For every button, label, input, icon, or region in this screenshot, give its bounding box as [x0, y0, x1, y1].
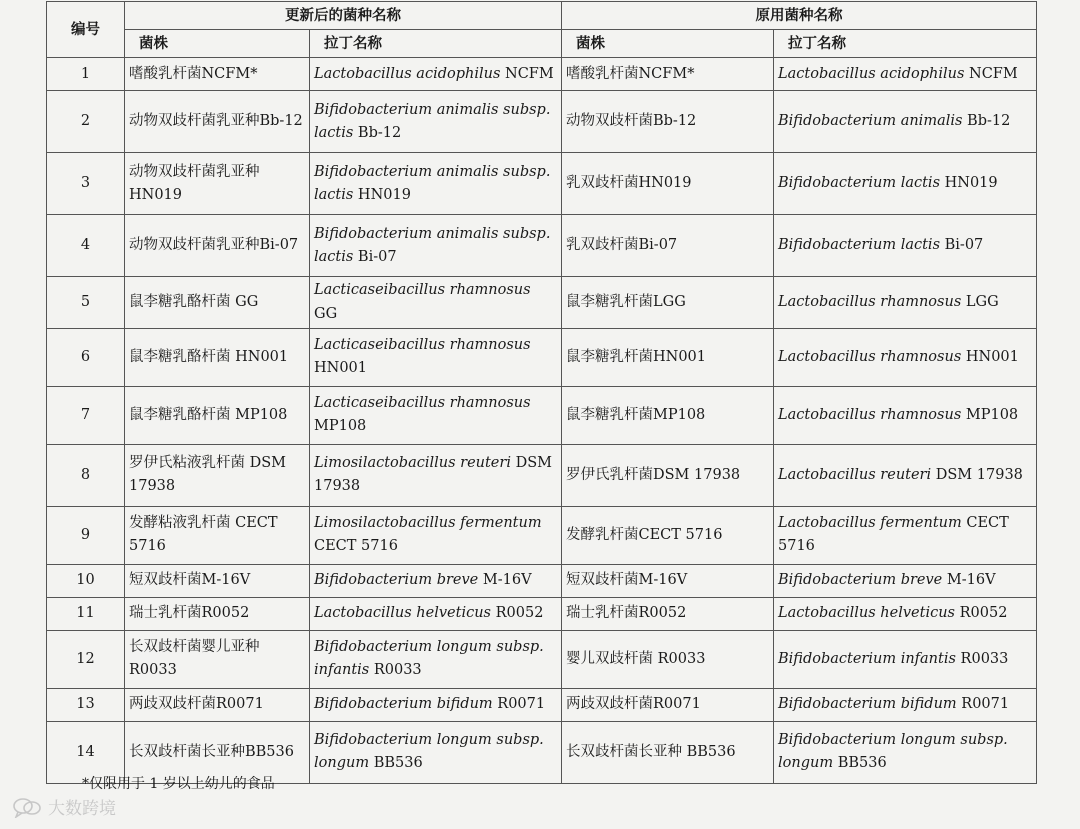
new-strain-cn: 动物双歧杆菌乳亚种HN019: [125, 153, 310, 215]
table-body: [47, 58, 1037, 783]
new-latin-name: [310, 688, 562, 721]
new-strain-cn: 罗伊氏粘液乳杆菌 DSM 17938: [125, 444, 310, 506]
old-latin-name-strain-code: NCFM: [969, 65, 1018, 82]
row-number: 13: [47, 688, 125, 721]
new-latin-name: [310, 506, 562, 564]
row-number: 14: [47, 721, 125, 783]
old-strain-cn: 乳双歧杆菌HN019: [562, 153, 774, 215]
old-latin-name-strain-code: Bi-07: [944, 237, 984, 254]
header-updated-names: 更新后的菌种名称: [125, 2, 562, 30]
new-latin-name-species: Bifidobacterium animalis subsp. lactis: [314, 101, 551, 141]
old-strain-cn: 鼠李糖乳杆菌MP108: [562, 386, 774, 444]
new-latin-name-strain-code: DSM 17938: [314, 455, 552, 495]
new-strain-cn: 短双歧杆菌M-16V: [125, 564, 310, 597]
new-latin-name: [310, 215, 562, 277]
table-row: [47, 277, 1037, 328]
old-latin-name-strain-code: M-16V: [946, 572, 996, 589]
old-latin-name-species: Lactobacillus rhamnosus: [778, 348, 962, 365]
old-latin-name-strain-code: HN019: [944, 175, 998, 192]
old-latin-name-species: Bifidobacterium lactis: [778, 237, 941, 254]
new-latin-name-species: Lactobacillus acidophilus: [314, 65, 501, 82]
new-latin-name: [310, 386, 562, 444]
new-latin-name: [310, 564, 562, 597]
header-new-latin: 拉丁名称: [310, 30, 562, 58]
table-row: [47, 215, 1037, 277]
old-latin-name-species: Bifidobacterium infantis: [778, 650, 956, 667]
old-latin-name: [774, 597, 1037, 630]
row-number: 1: [47, 58, 125, 91]
row-number: 9: [47, 506, 125, 564]
old-strain-cn: 鼠李糖乳杆菌LGG: [562, 277, 774, 328]
header-old-latin: 拉丁名称: [774, 30, 1037, 58]
header-row-top: [47, 2, 1037, 30]
old-latin-name: [774, 688, 1037, 721]
new-latin-name-species: Lacticaseibacillus rhamnosus: [314, 337, 531, 354]
new-latin-name-strain-code: R0071: [497, 696, 546, 713]
row-number: 4: [47, 215, 125, 277]
new-strain-cn: 鼠李糖乳酪杆菌 GG: [125, 277, 310, 328]
new-latin-name-species: Limosilactobacillus reuteri: [314, 455, 511, 472]
new-strain-cn: 动物双歧杆菌乳亚种Bi-07: [125, 215, 310, 277]
new-latin-name-species: Bifidobacterium longum subsp. infantis: [314, 639, 544, 679]
new-strain-cn: 发酵粘液乳杆菌 CECT 5716: [125, 506, 310, 564]
new-latin-name-strain-code: Bi-07: [357, 248, 397, 265]
old-latin-name-strain-code: MP108: [965, 406, 1019, 423]
table-row: [47, 153, 1037, 215]
old-latin-name-species: Bifidobacterium bifidum: [778, 696, 957, 713]
new-latin-name-strain-code: M-16V: [482, 572, 532, 589]
old-latin-name-strain-code: CECT 5716: [778, 515, 1009, 555]
row-number: 2: [47, 91, 125, 153]
old-strain-cn: 动物双歧杆菌Bb-12: [562, 91, 774, 153]
row-number: 10: [47, 564, 125, 597]
row-number: 11: [47, 597, 125, 630]
table-row: [47, 91, 1037, 153]
footnote: *仅限用于 1 岁以上幼儿的食品: [82, 776, 275, 792]
new-latin-name-species: Limosilactobacillus fermentum: [314, 515, 542, 532]
new-latin-name-strain-code: BB536: [373, 755, 423, 772]
old-latin-name-strain-code: R0071: [961, 696, 1010, 713]
old-strain-cn: 嗜酸乳杆菌NCFM*: [562, 58, 774, 91]
old-latin-name: [774, 153, 1037, 215]
new-strain-cn: 长双歧杆菌长亚种BB536: [125, 721, 310, 783]
new-latin-name-species: Bifidobacterium bifidum: [314, 696, 493, 713]
old-latin-name: [774, 630, 1037, 688]
chat-bubbles-icon: [12, 796, 42, 818]
new-latin-name-species: Bifidobacterium longum subsp. longum: [314, 732, 544, 772]
old-latin-name: [774, 721, 1037, 783]
new-latin-name: [310, 597, 562, 630]
new-strain-cn: 动物双歧杆菌乳亚种Bb-12: [125, 91, 310, 153]
old-latin-name: [774, 215, 1037, 277]
new-latin-name-species: Lacticaseibacillus rhamnosus: [314, 395, 531, 412]
table-row: [47, 386, 1037, 444]
old-strain-cn: 两歧双歧杆菌R0071: [562, 688, 774, 721]
watermark: [12, 794, 116, 819]
new-latin-name: [310, 721, 562, 783]
table-row: [47, 58, 1037, 91]
new-strain-cn: 两歧双歧杆菌R0071: [125, 688, 310, 721]
old-strain-cn: 鼠李糖乳杆菌HN001: [562, 328, 774, 386]
new-latin-name-species: Lacticaseibacillus rhamnosus: [314, 282, 531, 299]
new-latin-name-strain-code: CECT 5716: [314, 538, 398, 555]
header-original-names: 原用菌种名称: [562, 2, 1037, 30]
old-latin-name-species: Bifidobacterium breve: [778, 572, 943, 589]
old-latin-name-species: Lactobacillus rhamnosus: [778, 406, 962, 423]
new-strain-cn: 嗜酸乳杆菌NCFM*: [125, 58, 310, 91]
header-old-strain: 菌株: [562, 30, 774, 58]
header-new-strain: 菌株: [125, 30, 310, 58]
old-latin-name-strain-code: LGG: [965, 293, 999, 310]
new-strain-cn: 长双歧杆菌婴儿亚种R0033: [125, 630, 310, 688]
new-latin-name: [310, 328, 562, 386]
table-row: [47, 506, 1037, 564]
new-latin-name-species: Bifidobacterium animalis subsp. lactis: [314, 225, 551, 265]
old-strain-cn: 发酵乳杆菌CECT 5716: [562, 506, 774, 564]
old-latin-name-strain-code: BB536: [837, 755, 887, 772]
row-number: 6: [47, 328, 125, 386]
old-latin-name-strain-code: Bb-12: [967, 113, 1011, 130]
strain-name-table: [46, 1, 1037, 784]
table-row: [47, 564, 1037, 597]
old-latin-name-species: Lactobacillus fermentum: [778, 515, 962, 532]
new-latin-name: [310, 91, 562, 153]
old-latin-name-species: Bifidobacterium animalis: [778, 113, 963, 130]
row-number: 8: [47, 444, 125, 506]
old-latin-name-species: Lactobacillus helveticus: [778, 605, 955, 622]
old-latin-name: [774, 444, 1037, 506]
header-row-sub: [47, 30, 1037, 58]
old-strain-cn: 长双歧杆菌长亚种 BB536: [562, 721, 774, 783]
old-latin-name-strain-code: R0052: [959, 605, 1008, 622]
new-latin-name-strain-code: GG: [314, 305, 338, 322]
old-latin-name-species: Lactobacillus acidophilus: [778, 65, 965, 82]
old-latin-name: [774, 91, 1037, 153]
new-strain-cn: 鼠李糖乳酪杆菌 MP108: [125, 386, 310, 444]
row-number: 5: [47, 277, 125, 328]
old-latin-name-strain-code: HN001: [965, 348, 1019, 365]
new-latin-name: [310, 630, 562, 688]
new-latin-name: [310, 58, 562, 91]
new-latin-name-strain-code: R0052: [495, 605, 544, 622]
new-latin-name-species: Bifidobacterium animalis subsp. lactis: [314, 163, 551, 203]
new-strain-cn: 鼠李糖乳酪杆菌 HN001: [125, 328, 310, 386]
old-strain-cn: 罗伊氏乳杆菌DSM 17938: [562, 444, 774, 506]
new-latin-name-strain-code: MP108: [314, 418, 367, 435]
new-strain-cn: 瑞士乳杆菌R0052: [125, 597, 310, 630]
row-number: 3: [47, 153, 125, 215]
old-latin-name: [774, 58, 1037, 91]
watermark-text: 大数跨境: [48, 799, 116, 819]
table-row: [47, 328, 1037, 386]
old-latin-name: [774, 506, 1037, 564]
new-latin-name-strain-code: R0033: [373, 662, 422, 679]
old-latin-name-species: Lactobacillus reuteri: [778, 466, 932, 483]
table-row: [47, 597, 1037, 630]
new-latin-name-strain-code: NCFM: [505, 65, 554, 82]
old-latin-name: [774, 277, 1037, 328]
table-row: [47, 630, 1037, 688]
old-strain-cn: 婴儿双歧杆菌 R0033: [562, 630, 774, 688]
old-latin-name: [774, 564, 1037, 597]
old-strain-cn: 短双歧杆菌M-16V: [562, 564, 774, 597]
new-latin-name: [310, 444, 562, 506]
old-latin-name-species: Bifidobacterium longum subsp. longum: [778, 732, 1008, 772]
old-latin-name-strain-code: DSM 17938: [935, 466, 1023, 483]
old-latin-name: [774, 386, 1037, 444]
new-latin-name-strain-code: HN019: [357, 186, 411, 203]
old-latin-name-strain-code: R0033: [960, 650, 1009, 667]
old-latin-name: [774, 328, 1037, 386]
old-latin-name-species: Bifidobacterium lactis: [778, 175, 941, 192]
new-latin-name: [310, 153, 562, 215]
new-latin-name-species: Bifidobacterium breve: [314, 572, 479, 589]
row-number: 12: [47, 630, 125, 688]
new-latin-name-species: Lactobacillus helveticus: [314, 605, 491, 622]
new-latin-name: [310, 277, 562, 328]
old-latin-name-species: Lactobacillus rhamnosus: [778, 293, 962, 310]
table-row: [47, 688, 1037, 721]
old-strain-cn: 瑞士乳杆菌R0052: [562, 597, 774, 630]
new-latin-name-strain-code: HN001: [314, 360, 368, 377]
old-strain-cn: 乳双歧杆菌Bi-07: [562, 215, 774, 277]
new-latin-name-strain-code: Bb-12: [357, 124, 402, 141]
header-no: 编号: [47, 2, 125, 58]
row-number: 7: [47, 386, 125, 444]
table-row: [47, 444, 1037, 506]
